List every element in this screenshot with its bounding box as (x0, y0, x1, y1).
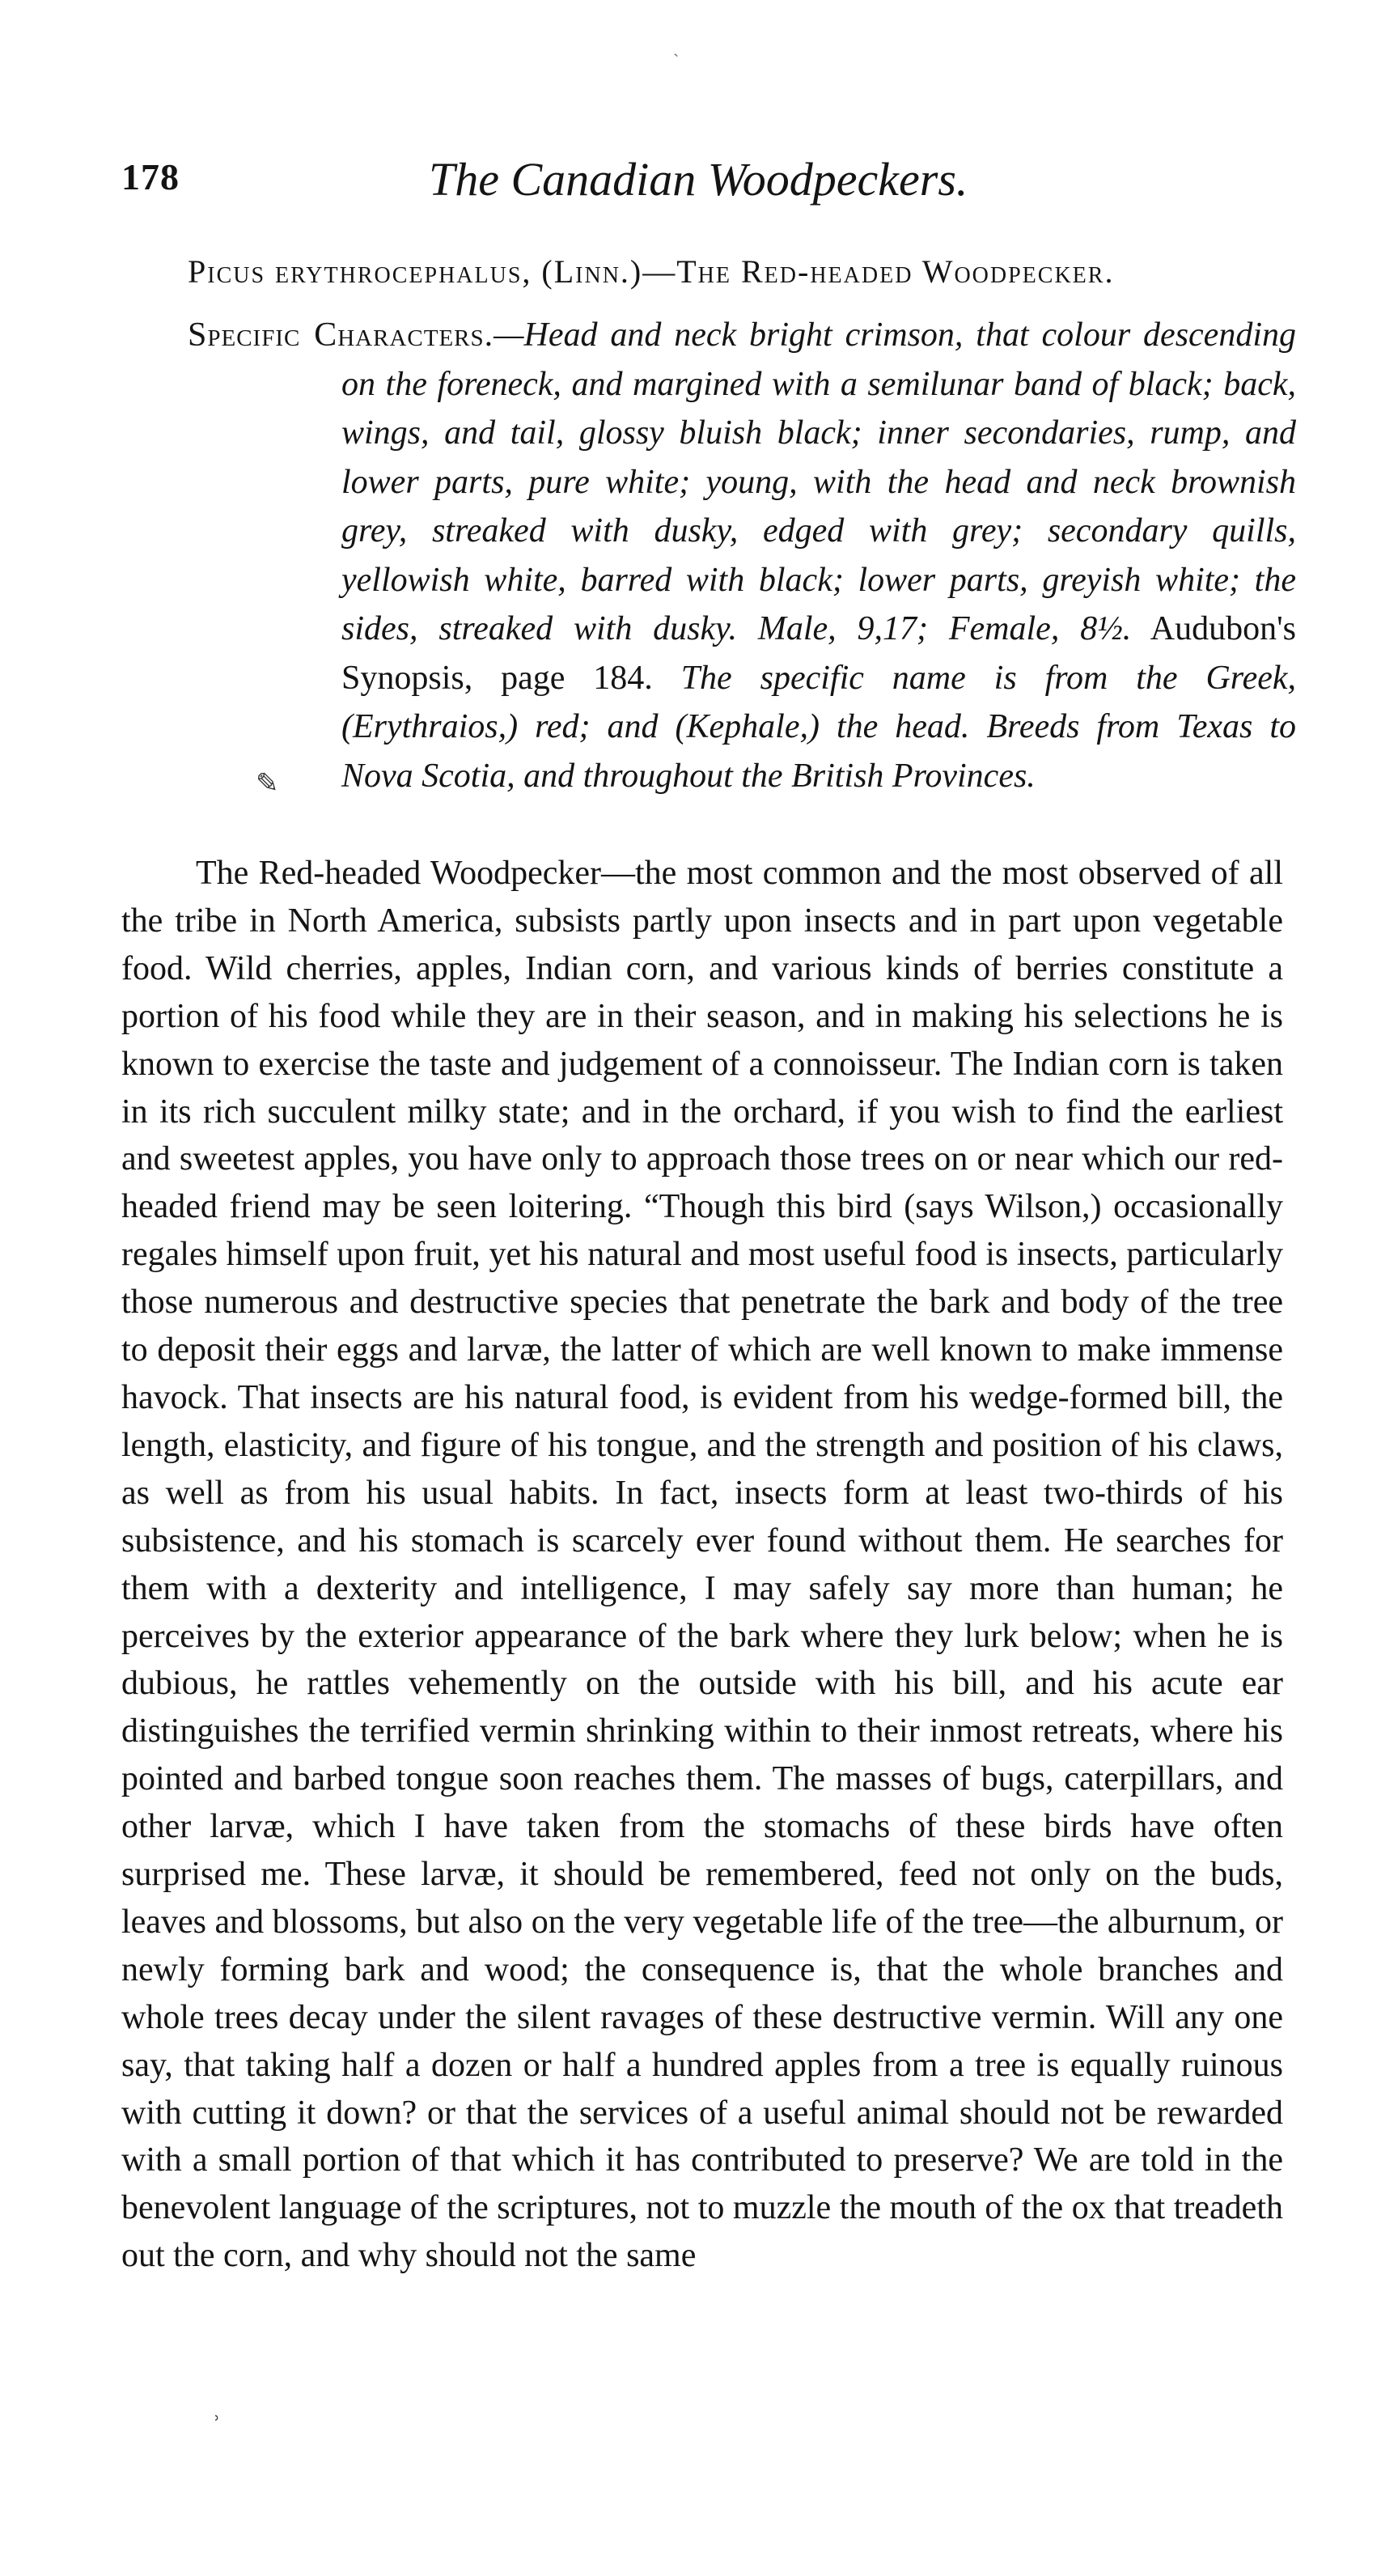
body-paragraph: The Red-headed Woodpecker—the most common and the most observed of all the tribe in North America, subsists partly upon insects and in part upon vegetable food. Wild cherries, apples, Indian corn, and various kinds of berries constitute a portion of his food while they are in their season, and in making his selections he is known to exercise the taste and judgement of a connoisseur. The Indian corn is taken in its rich succulent milky state; and in the orchard, if you wish to find the earliest and sweetest apples, you have only to approach those trees on or near which our red-headed friend may be seen loitering. “Though this bird (says Wilson,) occasionally regales himself upon fruit, yet his natural and most useful food is insects, particularly those numerous and destructive species that penetrate the bark and body of the tree to deposit their eggs and larvæ, the latter of which are well known to make immense havock. That insects are his natural food, is evident from his wedge-formed bill, the length, elasticity, and figure of his tongue, and the strength and position of his claws, as well as from his usual habits. In fact, insects form at least two-thirds of his subsistence, and his stomach is scarcely ever found without them. He searches for them with a dexterity and intelligence, I may safely say more than human; he perceives by the exterior appearance of the bark where they lurk below; when he is dubious, he rattles vehemently on the outside with his bill, and his acute ear distinguishes the terrified vermin shrinking within to their inmost retreats, where his pointed and barbed tongue soon reaches them. The masses of bugs, caterpillars, and other larvæ, which I have taken from the stomachs of these birds have often surprised me. These larvæ, it should be remembered, feed not only on the buds, leaves and blossoms, but also on the very vegetable life of the tree—the alburnum, or newly forming bark and wood; the consequence is, that the whole branches and whole trees decay under the silent ravages of these destructive vermin. Will any one say, that taking half a dozen or half a hundred apples from a tree is equally ruinous with cutting it down? or that the services of a useful animal should not be rewarded with a small portion of that which it has contributed to preserve? We are told in the benevolent language of the scriptures, not to muzzle the mouth of the ox that treadeth out the corn, and why should not the same (121, 855, 1283, 2275)
page-number: 178 (121, 156, 180, 197)
specific-characters-etymology: The specific name is from the Greek, (Erythraios,) red; and (Kephale,) the head. Breeds from Texas to Nova Scotia, and throughout the British Provinces. (341, 659, 1297, 795)
specific-characters-block (188, 311, 1296, 800)
page-header (121, 144, 1286, 217)
specific-characters-reference: Audubon's Synopsis, page 184. (341, 610, 1296, 697)
specific-characters-label: Specific Characters. (188, 316, 494, 354)
specific-characters-description: —Head and neck bright crimson, that colour descending on the foreneck, and margined with a semilunar band of black; back, wings, and tail, glossy bluish black; inner secondaries, rump, and lower parts, pure white; young, with the head and neck brownish grey, streaked with dusky, edged with grey; secondary quills, yellowish white, barred with black; lower parts, greyish white; the sides, streaked with dusky. Male, 9,17; Female, 8½. (341, 316, 1296, 647)
margin-marker-icon: ✎ (256, 769, 279, 799)
running-title: The Canadian Woodpeckers. (429, 153, 968, 206)
stray-mark-bottom: ʾ (212, 2412, 222, 2442)
stray-mark-top: ˋ (673, 50, 680, 70)
species-heading: Picus erythrocephalus, (Linn.)—The Red-headed Woodpecker. (188, 253, 1115, 290)
